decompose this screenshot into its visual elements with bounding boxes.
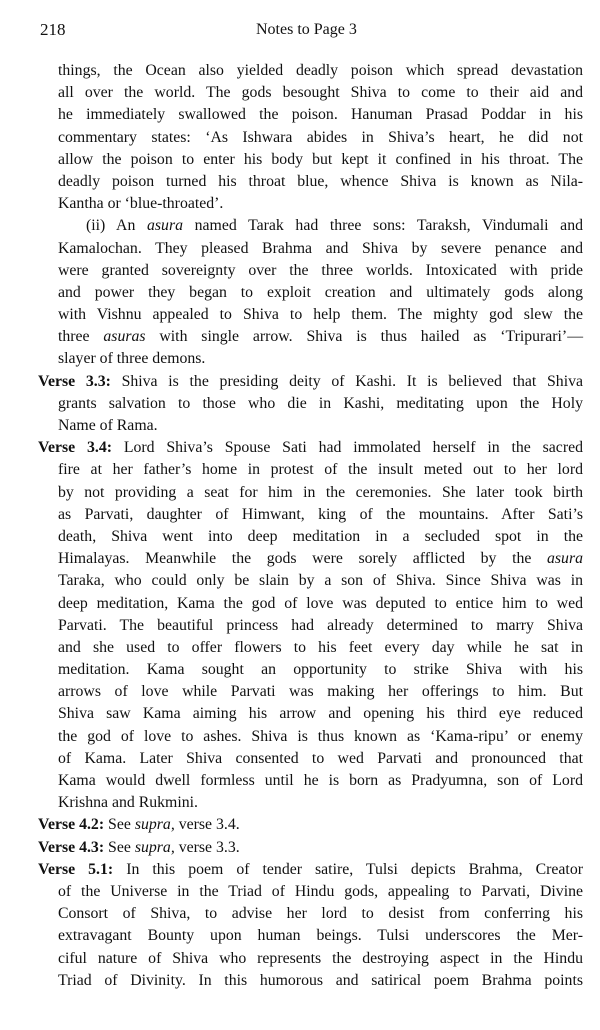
text-line [38,504,583,526]
text-line [38,726,583,748]
text-line [38,703,583,725]
text-line [38,304,583,326]
text-line [38,925,583,947]
verse-label: Verse 4.3: [38,838,105,856]
verse-label: Verse 3.4: [38,439,112,457]
text-line [38,215,583,237]
text-run: Shiva is the presiding deity of Kashi. It is believed that Shiva [110,372,583,390]
text-run: death, Shiva went into deep meditation in a secluded spot in the [58,527,583,545]
text-run: by not providing a seat for him in the ceremonies. She later took birth [58,483,583,501]
text-line [38,82,583,104]
text-line [38,104,583,126]
text-line [38,415,583,437]
text-run: (ii) An [86,217,147,235]
text-run: meditation. Kama sought an opportunity to strike Shiva with his [58,661,583,679]
text-line [38,770,583,792]
text-run: Parvati. The beautiful princess had already determined to marry Shiva [58,616,583,634]
text-run: the god of love to ashes. Shiva is thus known as ‘Kama-ripu’ or enemy [58,727,583,745]
text-line [38,881,583,903]
text-run: and she used to offer flowers to his feet every day while he sat in [58,638,583,656]
text-line [38,593,583,615]
text-line [38,814,583,836]
text-run: deadly poison turned his throat blue, whence Shiva is known as Nila- [58,172,583,190]
text-line [38,681,583,703]
text-run: and power they began to exploit creation and ultimately gods along [58,283,583,301]
italic-term: supra, [134,816,175,834]
text-run: with Vishnu appealed to Shiva to help them. The mighty god slew the [58,306,583,324]
text-line [38,548,583,570]
text-run: of the Universe in the Triad of Hindu gods, appealing to Parvati, Divine [58,882,583,900]
text-line [38,371,583,393]
text-line [38,637,583,659]
text-line [38,570,583,592]
verse-label: Verse 4.2: [38,816,105,834]
text-line [38,193,583,215]
text-run: ciful nature of Shiva who represents the destroying aspect in the Hindu [58,949,583,967]
text-run: commentary states: ‘As Ishwara abides in Shiva’s heart, he did not [58,128,583,146]
text-run: as Parvati, daughter of Himwant, king of the mountains. After Sati’s [58,505,583,523]
text-run: Taraka, who could only be slain by a son of Shiva. Since Shiva was in [58,572,583,590]
text-run: Kama would dwell formless until he is born as Pradyumna, son of Lord [58,772,583,789]
text-run: In this poem of tender satire, Tulsi depicts Brahma, Creator [113,860,583,878]
verse-label: Verse 5.1: [38,860,114,878]
text-line [38,238,583,260]
text-run: verse 3.4. [174,816,240,834]
text-run: arrows of love while Parvati was making her offerings to him. But [58,683,583,701]
text-run: allow the poison to enter his body but kept it confined in his throat. The [58,150,583,168]
text-line [38,393,583,415]
text-line [38,903,583,925]
notes-body [38,60,583,992]
text-run: were granted sovereignty over the three worlds. Intoxicated with pride [58,261,583,279]
text-run: Consort of Shiva, to advise her lord to desist from conferring his [58,905,583,923]
text-line [38,859,583,881]
text-run: all over the world. The gods besought Shiva to come to their aid and [58,84,583,102]
text-run: extravagant Bounty upon human beings. Tulsi underscores the Mer- [58,927,583,945]
text-run: of Kama. Later Shiva consented to wed Parvati and pronounced that [58,749,583,767]
text-line [38,348,583,370]
text-line [38,60,583,82]
text-line [38,437,583,459]
text-line [38,149,583,171]
italic-term: asuras [103,328,146,346]
text-line [38,526,583,548]
text-run: Triad of Divinity. In this humorous and satirical poem Brahma points [58,971,583,989]
text-run: Kamalochan. They pleased Brahma and Shiva by severe penance and [58,239,583,257]
text-line [38,837,583,859]
text-line [38,482,583,504]
text-run: named Tarak had three sons: Taraksh, Vindumali and [183,217,583,235]
text-run: Kantha or ‘blue-throated’. [58,195,224,213]
text-run: See [104,838,135,856]
text-line [38,748,583,770]
text-run: Krishna and Rukmini. [58,794,198,812]
italic-term: supra, [134,838,175,856]
text-run: Name of Rama. [58,417,158,434]
text-run: Lord Shiva’s Spouse Sati had immolated herself in the sacred [111,439,583,457]
text-line [38,970,583,992]
text-run: verse 3.3. [174,838,240,856]
text-run: See [104,816,135,834]
text-line [38,282,583,304]
text-run: three [58,328,104,346]
text-line [38,659,583,681]
text-run: he immediately swallowed the poison. Hanuman Prasad Poddar in his [58,106,583,124]
text-run: things, the Ocean also yielded deadly poison which spread devastation [58,62,583,79]
verse-label: Verse 3.3: [38,372,111,390]
text-run: fire at her father’s home in protest of the insult meted out to her lord [58,461,583,479]
text-line [38,948,583,970]
text-line [38,792,583,814]
text-line [38,260,583,282]
text-line [38,127,583,149]
text-line [38,326,583,348]
text-line [38,171,583,193]
text-run: grants salvation to those who die in Kashi, meditating upon the Holy [58,394,583,412]
text-run: Shiva saw Kama aiming his arrow and opening his third eye reduced [58,705,583,723]
text-run: deep meditation, Kama the god of love was deputed to entice him to wed [58,594,583,612]
italic-term: asura [547,550,583,568]
text-run: slayer of three demons. [58,350,206,368]
italic-term: asura [147,217,183,235]
text-line [38,459,583,481]
text-run: with single arrow. Shiva is thus hailed as ‘Tripurari’— [145,328,583,346]
text-run: Himalayas. Meanwhile the gods were sorely afflicted by the [58,550,547,568]
text-line [38,615,583,637]
running-head: Notes to Page 3 [256,21,357,38]
page-number: 218 [40,20,66,39]
